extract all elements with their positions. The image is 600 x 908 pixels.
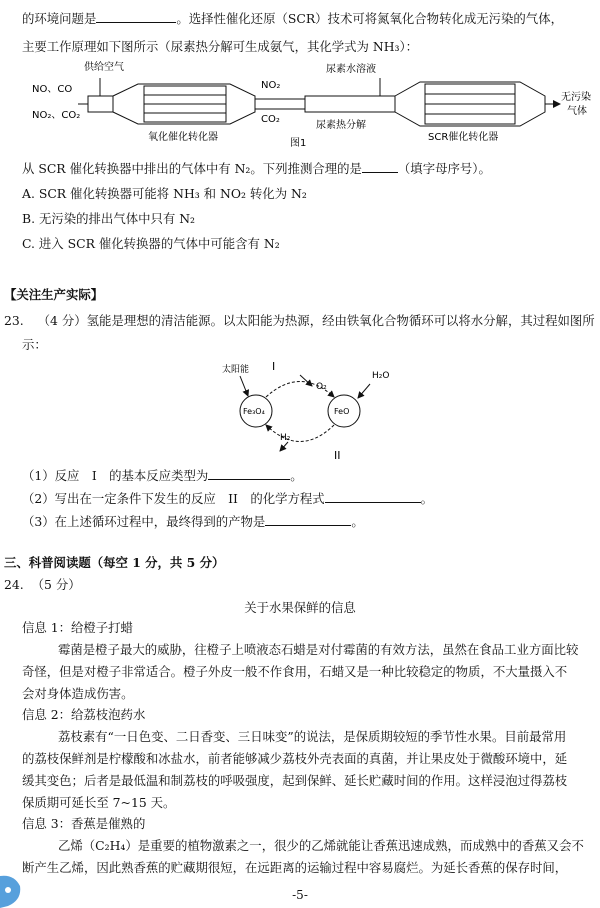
text-fragment: 从 SCR 催化转换器中排出的气体中有 N₂。下列推测合理的是 bbox=[22, 161, 362, 176]
urea-solution-label: 尿素水溶液 bbox=[326, 64, 376, 75]
input-gas-label-2: NO₂、CO₂ bbox=[32, 110, 81, 121]
question-stem bbox=[22, 159, 582, 178]
solar-arrow bbox=[240, 376, 248, 396]
paragraph-line: 霉菌是橙子最大的威胁，往橙子上喷液态石蜡是对付霉菌的有效方法，虽然在食品工业方面比较 bbox=[58, 642, 579, 657]
question-number: 24. bbox=[4, 577, 24, 592]
text-fragment: 的环境问题是 bbox=[22, 11, 97, 26]
o2-arrow bbox=[300, 375, 312, 386]
h2o-arrow bbox=[358, 384, 370, 398]
inlet-box bbox=[88, 96, 113, 112]
output-gas-label-1: 无污染 bbox=[561, 92, 591, 103]
page-number: -5- bbox=[292, 888, 308, 902]
question-stem bbox=[4, 576, 582, 594]
scr-process-diagram bbox=[20, 56, 600, 156]
paragraph-line: 乙烯（C₂H₄）是重要的植物激素之一，很少的乙烯就能让香蕉迅速成熟，而成熟中的香蕉又会不 bbox=[58, 838, 584, 853]
info-heading-3: 信息 3：香蕉是催熟的 bbox=[22, 816, 146, 831]
output-gas-label-2: 气体 bbox=[567, 106, 587, 117]
iron-oxide-cycle-diagram bbox=[220, 358, 400, 466]
question-stem bbox=[4, 312, 595, 330]
question-score: （5 分） bbox=[31, 577, 81, 592]
sub-question-3 bbox=[22, 512, 582, 531]
h2-label: H₂ bbox=[280, 433, 291, 443]
o2-label: O₂ bbox=[316, 382, 327, 392]
urea-decomposition-label: 尿素热分解 bbox=[316, 120, 366, 131]
option-a: A. SCR 催化转换器可能将 NH₃ 和 NO₂ 转化为 N₂ bbox=[22, 186, 307, 201]
text-fragment: （1）反应 I 的基本反应类型为 bbox=[22, 468, 209, 483]
text-fragment: （4 分）氢能是理想的清洁能源。以太阳能为热源，经由铁氧化合物循环可以将水分解，其过程如图所 bbox=[37, 313, 595, 328]
supply-air-label: 供给空气 bbox=[84, 62, 124, 73]
paragraph-line: 会对身体造成伤害。 bbox=[22, 686, 134, 701]
text-fragment: 。选择性催化还原（SCR）技术可将氮氧化合物转化成无污染的气体， bbox=[176, 11, 563, 26]
paragraph-line: 的荔枝保鲜剂是柠檬酸和冰盐水，前者能够减少荔枝外壳表面的真菌，并让果皮处于微酸环境中，延 bbox=[22, 751, 568, 766]
paragraph-line: 保质期可延长至 7~15 天。 bbox=[22, 795, 176, 810]
reaction-ii-arc bbox=[266, 425, 334, 442]
question-stem-cont: 示： bbox=[22, 337, 47, 352]
urea-pipe bbox=[305, 96, 395, 112]
info-heading-1: 信息 1：给橙子打蜡 bbox=[22, 620, 133, 635]
question-number: 23. bbox=[4, 313, 24, 328]
oxidation-converter-label: 氧化催化转化器 bbox=[148, 132, 218, 143]
text-line: 主要工作原理如下图所示（尿素热分解可生成氨气，其化学式为 NH₃）： bbox=[22, 39, 419, 54]
passage-title: 关于水果保鲜的信息 bbox=[244, 600, 356, 615]
section-heading: 三、科普阅读题（每空 1 分，共 5 分） bbox=[4, 555, 225, 570]
paragraph-line: 荔枝素有“一日色变、二日香变、三日味变”的说法，是保质期较短的季节性水果。目前最常用 bbox=[58, 729, 567, 744]
answer-blank[interactable] bbox=[362, 159, 398, 173]
h2o-label: H₂O bbox=[372, 371, 390, 381]
answer-blank[interactable] bbox=[208, 466, 290, 480]
text-fragment: （3）在上述循环过程中，最终得到的产物是 bbox=[22, 514, 266, 529]
answer-blank[interactable] bbox=[325, 489, 421, 503]
text-fragment: （2）写出在一定条件下发生的反应 II 的化学方程式 bbox=[22, 491, 325, 506]
answer-blank[interactable] bbox=[96, 9, 176, 23]
step-ii-label: II bbox=[334, 449, 341, 462]
input-gas-label-1: NO、CO bbox=[32, 84, 73, 95]
text-fragment: 。 bbox=[420, 491, 434, 506]
mid-gas-label-1: NO₂ bbox=[261, 80, 281, 91]
feo-label: FeO bbox=[334, 407, 350, 416]
fe3o4-label: Fe₃O₄ bbox=[243, 407, 265, 416]
option-c: C. 进入 SCR 催化转换器的气体中可能含有 N₂ bbox=[22, 236, 280, 251]
text-fragment: （填字母序号）。 bbox=[397, 161, 491, 176]
text-line bbox=[22, 9, 582, 28]
mid-gas-label-2: CO₂ bbox=[261, 114, 280, 125]
outlet-pipe bbox=[255, 99, 305, 109]
paragraph-line: 断产生乙烯，因此熟香蕉的贮藏期很短，在远距离的运输过程中容易腐烂。为延长香蕉的保存时间， bbox=[22, 860, 568, 875]
info-heading-2: 信息 2：给荔枝泡药水 bbox=[22, 707, 146, 722]
sub-question-1 bbox=[22, 466, 582, 485]
h2-arrow bbox=[280, 442, 288, 451]
paragraph-line: 奇怪，但是对橙子非常适合。橙子外皮一般不作食用，石蜡又是一种比较稳定的物质，不大量摄入不 bbox=[22, 664, 568, 679]
solar-energy-label: 太阳能 bbox=[222, 365, 250, 375]
text-fragment: 。 bbox=[290, 468, 303, 483]
option-b: B. 无污染的排出气体中只有 N₂ bbox=[22, 211, 196, 226]
scr-converter-label: SCR催化转化器 bbox=[428, 132, 499, 143]
figure-caption: 图1 bbox=[290, 138, 307, 149]
step-i-label: I bbox=[272, 360, 276, 373]
paragraph-line: 缓其变色；后者是最低温和制荔枝的呼吸强度，起到保鲜、延长贮藏时间的作用。这样浸泡过得荔枝 bbox=[22, 773, 568, 788]
section-heading: 【关注生产实际】 bbox=[4, 287, 104, 302]
text-fragment: 。 bbox=[351, 514, 364, 529]
answer-blank[interactable] bbox=[265, 512, 351, 526]
sub-question-2 bbox=[22, 489, 582, 508]
